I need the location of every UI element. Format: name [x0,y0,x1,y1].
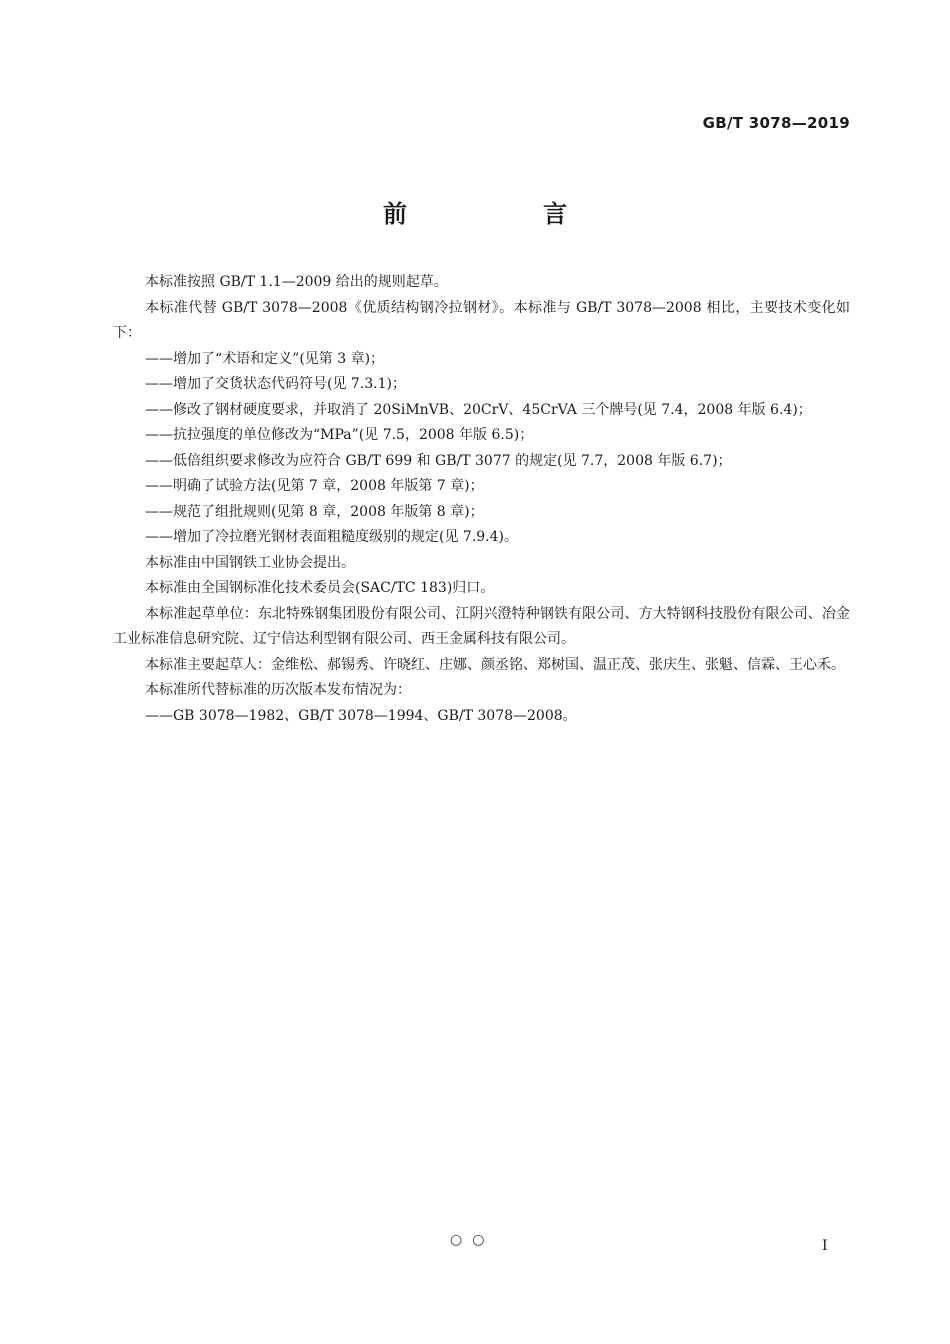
change-item: ——增加了“术语和定义”(见第 3 章)； [145,350,385,367]
change-item: ——增加了交货状态代码符号(见 7.3.1)； [145,376,406,392]
paragraph-replacement-note: 本标准代替 GB/T 3078—2008《优质结构钢冷拉钢材》。本标准与 GB/T 3078—2008 相比，主要技术变化如下： [113,299,850,341]
paragraph-drafting-rule: 本标准按照 GB/T 1.1—2009 给出的规则起草。 [145,274,448,290]
change-item: ——修改了钢材硬度要求，并取消了 20SiMnVB、20CrV、45CrVA 三个牌号(见 7.4，2008 年版 6.4)； [145,401,812,418]
standard-code: GB/T 3078—2019 [702,114,850,132]
change-item: ——抗拉强度的单位修改为“MPa”(见 7.5，2008 年版 6.5)； [145,427,534,443]
paragraph-drafters: 本标准主要起草人：金维松、郝锡秀、许晓红、庄娜、颜丞铭、郑树国、温正茂、张庆生、张魁、信霖、王心禾。 [145,656,845,673]
paragraph-proposer: 本标准由中国钢铁工业协会提出。 [145,554,355,571]
paragraph-history-intro: 本标准所代替标准的历次版本发布情况为： [145,682,411,698]
change-item: ——增加了冷拉磨光钢材表面粗糙度级别的规定(见 7.9.4)。 [145,529,518,545]
page-ornament: ○○ [450,1232,495,1248]
page-number: I [822,1238,828,1254]
history-item: ——GB 3078—1982、GB/T 3078—1994、GB/T 3078—2008。 [145,707,577,724]
change-item: ——低倍组织要求修改为应符合 GB/T 699 和 GB/T 3077 的规定(见 7.7，2008 年版 6.7)； [145,452,732,469]
page-title: 前 言 [383,200,623,228]
change-item: ——明确了试验方法(见第 7 章，2008 年版第 7 章)； [145,478,484,494]
paragraph-committee: 本标准由全国钢标准化技术委员会(SAC/TC 183)归口。 [145,580,495,596]
document-body [113,270,850,729]
change-item: ——规范了组批规则(见第 8 章，2008 年版第 8 章)； [145,503,484,520]
paragraph-drafting-units: 本标准起草单位：东北特殊钢集团股份有限公司、江阴兴澄特种钢铁有限公司、方大特钢科技股份有限公司、冶金工业标准信息研究院、辽宁信达利型钢有限公司、西王金属科技有限公司。 [113,605,850,647]
